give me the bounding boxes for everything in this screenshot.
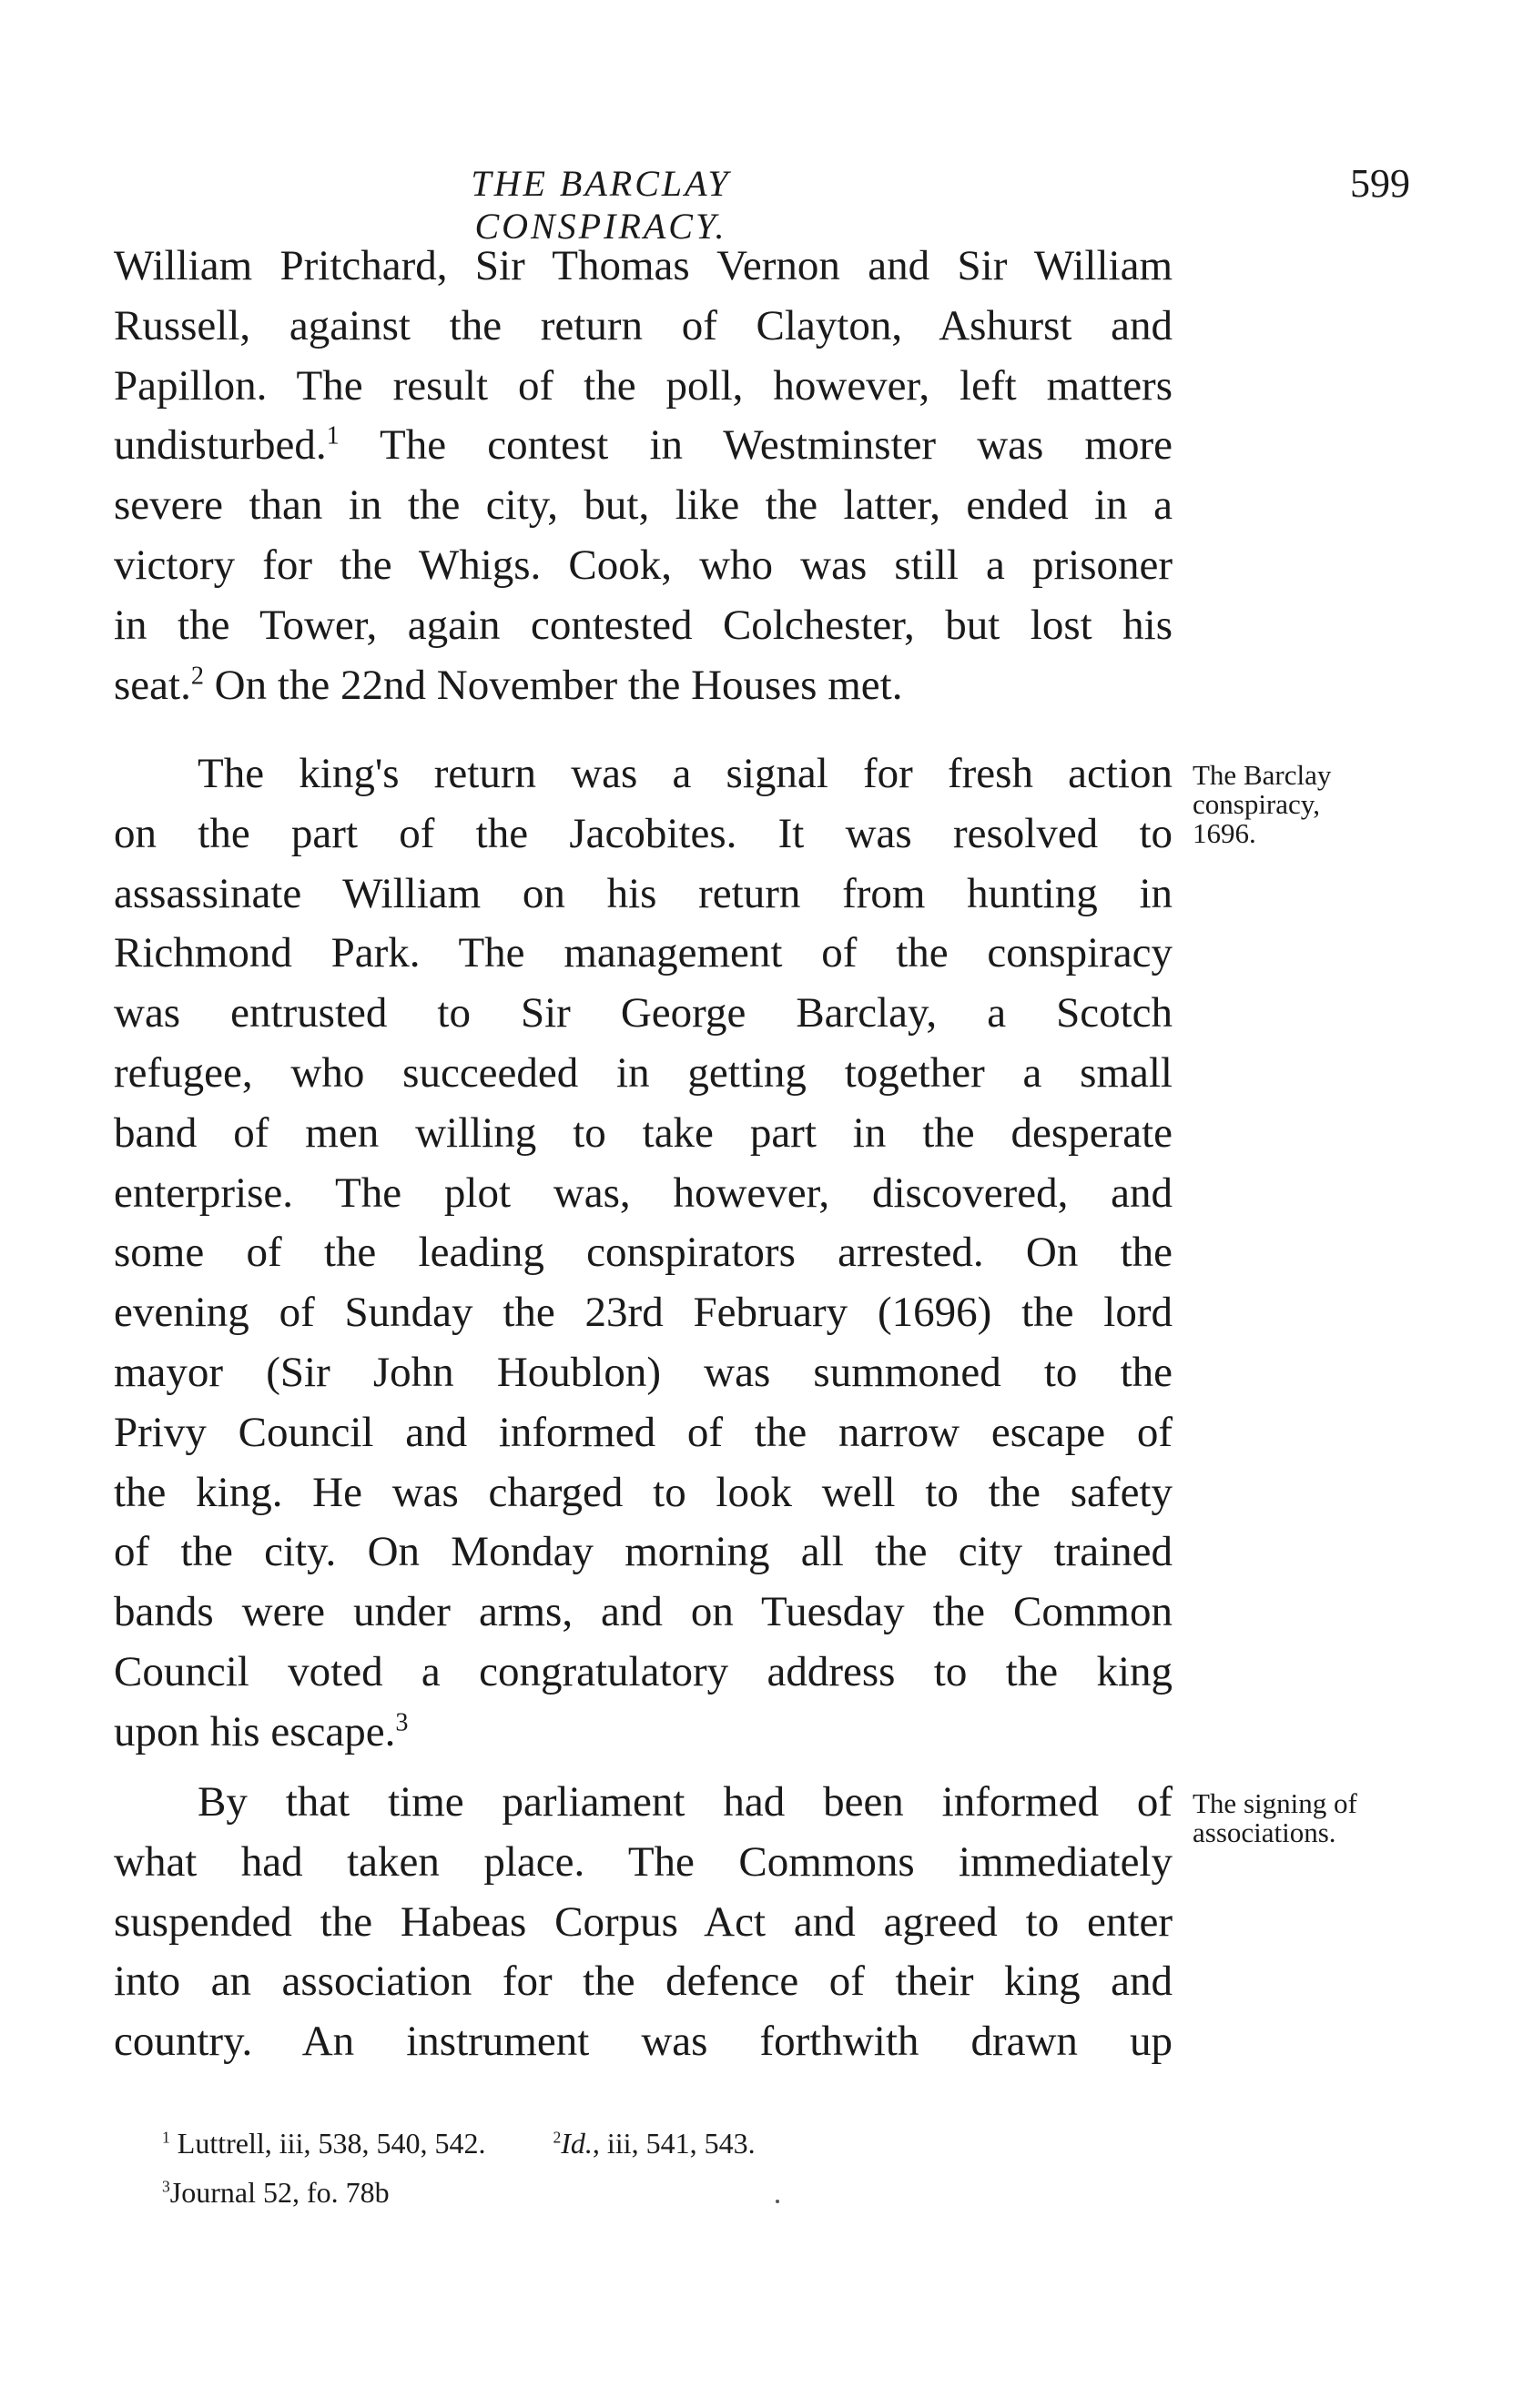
text-segment: 22 xyxy=(340,661,384,709)
footnote-reference: 3 xyxy=(395,1708,409,1737)
text-line: suspended the Habeas Corpus Act and agreed to enter xyxy=(114,1897,1173,1946)
margin-note-line: The Barclay xyxy=(1193,759,1332,791)
margin-note-line: conspiracy, xyxy=(1193,788,1321,820)
footnote-2-ibid: Id. xyxy=(561,2127,593,2160)
text-line: By that time parliament had been informed of xyxy=(198,1778,1173,1826)
text-line: Council voted a congratulatory address to the king xyxy=(114,1647,1173,1695)
text-segment: 23 xyxy=(584,1289,628,1337)
text-segment: undisturbed. xyxy=(114,421,327,470)
margin-note-signing-associations xyxy=(1193,1789,1466,1847)
text-line: enterprise. The plot was, however, discovered, and xyxy=(114,1169,1173,1217)
text-line xyxy=(114,416,1173,476)
text-line: Papillon. The result of the poll, however, left matters xyxy=(114,361,1173,410)
text-line xyxy=(114,1283,1173,1343)
text-line: refugee, who succeeded in getting together a small xyxy=(114,1048,1173,1097)
paragraph-3 xyxy=(114,1773,1173,2072)
text-line: the king. He was charged to look well to the safety xyxy=(114,1468,1173,1516)
text-line: country. An instrument was forthwith drawn up xyxy=(114,2018,1173,2066)
text-line xyxy=(114,656,1173,716)
footnote-row xyxy=(162,2168,756,2217)
text-line: in the Tower, again contested Colchester, but lost his xyxy=(114,601,1173,649)
footnotes xyxy=(162,2119,756,2217)
text-segment: evening of Sunday the xyxy=(114,1289,585,1337)
footnote-row xyxy=(162,2119,756,2168)
footnote-reference: 1 xyxy=(326,421,340,450)
text-segment: The contest in Westminster was more xyxy=(339,421,1173,470)
text-segment: seat. xyxy=(114,661,191,709)
print-speck xyxy=(776,2200,779,2203)
text-line: Privy Council and informed of the narrow escape of xyxy=(114,1408,1173,1456)
footnote-marker: 3 xyxy=(162,2177,170,2196)
text-segment: On the xyxy=(203,661,341,709)
text-line: Richmond Park. The management of the conspiracy xyxy=(114,929,1173,977)
text-line: on the part of the Jacobites. It was resolved to xyxy=(114,809,1173,857)
text-line: William Pritchard, Sir Thomas Vernon and Sir William xyxy=(114,242,1173,289)
text-line: victory for the Whigs. Cook, who was still a prisoner xyxy=(114,541,1173,589)
text-line: Russell, against the return of Clayton, Ashurst and xyxy=(114,301,1173,349)
footnote-1: Luttrell, iii, 538, 540, 542. xyxy=(177,2127,486,2160)
page-number: 599 xyxy=(1350,161,1410,206)
footnote-marker: 1 xyxy=(162,2128,170,2147)
text-line: assassinate William on his return from hunting in xyxy=(114,869,1173,917)
margin-note-barclay-conspiracy xyxy=(1193,761,1466,848)
paragraph-1 xyxy=(114,237,1173,715)
paragraph-2 xyxy=(114,744,1173,1763)
text-line: The king's return was a signal for fresh action xyxy=(198,750,1173,797)
margin-note-line: 1696. xyxy=(1193,817,1256,849)
text-segment: ) the lord xyxy=(977,1289,1173,1337)
text-segment: rd February ( xyxy=(627,1289,892,1337)
running-header: THE BARCLAY CONSPIRACY. xyxy=(471,163,731,247)
footnote-marker: 2 xyxy=(553,2128,562,2147)
footnote-reference: 2 xyxy=(190,661,204,690)
text-line: into an association for the defence of their king and xyxy=(114,1958,1173,2006)
text-line: severe than in the city, but, like the latter, ended in a xyxy=(114,481,1173,530)
text-line: band of men willing to take part in the desperate xyxy=(114,1108,1173,1157)
text-line: was entrusted to Sir George Barclay, a Scotch xyxy=(114,989,1173,1037)
footnote-3: Journal 52, fo. 78b xyxy=(169,2176,390,2209)
footnote-2: , iii, 541, 543. xyxy=(592,2127,756,2160)
text-line: of the city. On Monday morning all the city trained xyxy=(114,1528,1173,1576)
margin-note-line: associations. xyxy=(1193,1816,1336,1848)
text-segment: nd November the Houses met. xyxy=(383,661,903,709)
margin-note-line: The signing of xyxy=(1193,1787,1357,1819)
text-line: bands were under arms, and on Tuesday the Common xyxy=(114,1588,1173,1636)
text-line: some of the leading conspirators arrested. On the xyxy=(114,1229,1173,1277)
text-line: mayor (Sir John Houblon) was summoned to the xyxy=(114,1348,1173,1396)
text-line xyxy=(114,1703,1173,1763)
text-segment: 1696 xyxy=(891,1289,978,1337)
text-segment: upon his escape. xyxy=(114,1707,396,1755)
text-line: what had taken place. The Commons immediately xyxy=(114,1837,1173,1886)
